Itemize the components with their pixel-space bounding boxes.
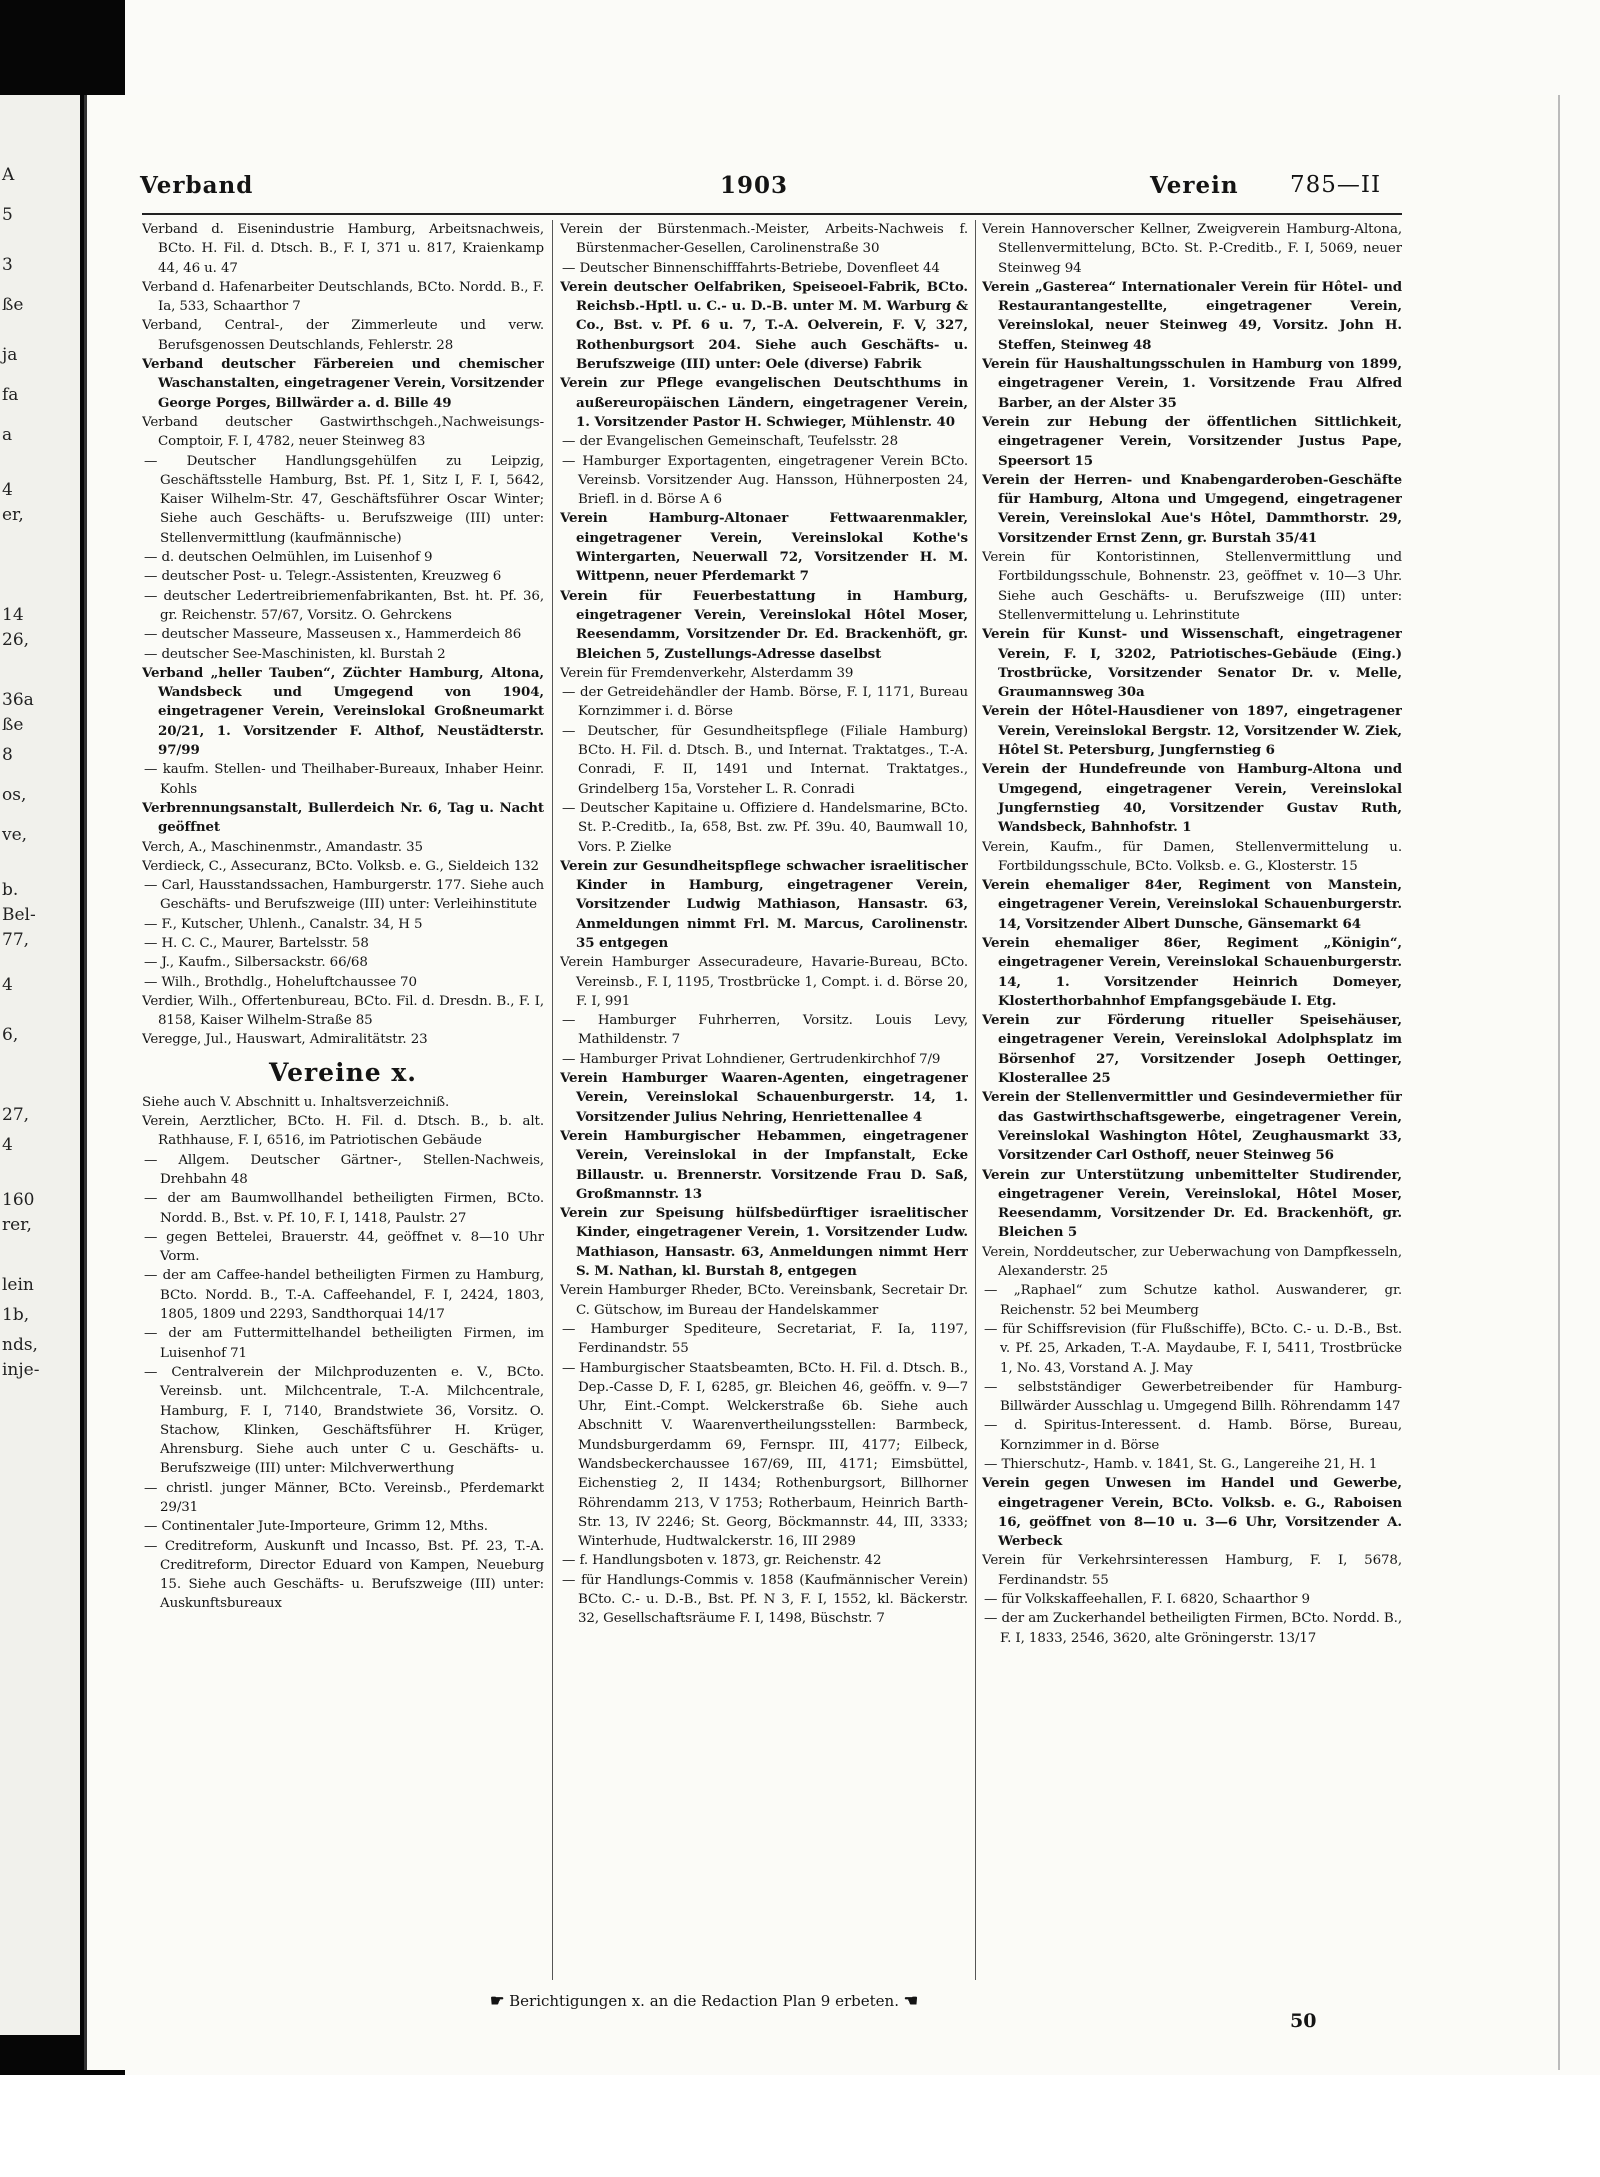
directory-entry: — deutscher Masseure, Masseusen x., Hammerdeich 86 (144, 627, 522, 643)
pointing-hand-icon: ☚ (903, 1991, 919, 2010)
directory-entry: — für Handlungs-Commis v. 1858 (Kaufmännischer Verein) BCto. C.- u. D.-B., Bst. Pf. N 3, F. I, 1552, kl. Bäckerstr. 32, Gesellschaftsräume F. I, 1498, Büschstr. 7 (562, 1572, 968, 1627)
directory-entry: Verein ehemaliger 84er, Regiment von Manstein, eingetragener Verein, Vereinslokal Schauenburgerstr. 14, Vorsitzender Albert Dunsche, Gänsemarkt 64 (982, 877, 1402, 932)
directory-entry: Verband d. Eisenindustrie Hamburg, Arbeitsnachweis, BCto. H. Fil. d. Dtsch. B., F. I, 371 u. 817, Kraienkamp 44, 46 u. 47 (142, 222, 544, 276)
margin-fragment: 36a (2, 690, 34, 710)
directory-entry: — der am Baumwollhandel betheiligten Firmen, BCto. Nordd. B., Bst. v. Pf. 10, F. I, 1418, Paulstr. 27 (144, 1191, 544, 1226)
margin-fragment: ße (2, 295, 24, 315)
column-2 (560, 220, 968, 1980)
directory-entry: Verein deutscher Oelfabriken, Speiseoel-Fabrik, BCto. Reichsb.-Hptl. u. C.- u. D.-B. unter M. M. Warburg & Co., Bst. v. Pf. 6 u. 7, T.-A. Oelverein, F. V, 327, Rothenburgsort 204. Siehe auch Geschäfts- u. Berufszweige (III) unter: Oele (diverse) Fabrik (560, 278, 968, 373)
directory-entry: Verband, Central-, der Zimmerleute und verw. Berufsgenossen Deutschlands, Fehlerstr. 28 (142, 318, 544, 353)
header-first-keyword: Verband (140, 172, 254, 199)
signature-number: 50 (1290, 2010, 1317, 2032)
directory-entry: — d. deutschen Oelmühlen, im Luisenhof 9 (144, 550, 433, 566)
directory-entry: Verein für Kontoristinnen, Stellenvermittlung und Fortbildungsschule, Bohnenstr. 23, geöffnet v. 10—3 Uhr. Siehe auch Geschäfts- u. Berufszweige (III) unter: Stellenvermittelung u. Lehrinstitute (982, 550, 1402, 623)
directory-entry: — gegen Bettelei, Brauerstr. 44, geöffnet v. 8—10 Uhr Vorm. (144, 1229, 544, 1265)
previous-page-edge (0, 95, 80, 2035)
directory-entry: — Hamburgischer Staatsbeamten, BCto. H. Fil. d. Dtsch. B., Dep.-Casse D, F. I, 6285, gr. Bleichen 46, geöffn. v. 9—7 Uhr, Eint.-Compt. Welckerstraße 6b. Siehe auch Abschnitt V. Waarenvertheilungsstellen: Barmbeck, Mundsburgerdamm 69, Fernspr. III, 4177; Eilbeck, Wandsbeckerchaussee 167/69, III, 4171; Eimsbüttel, Eichenstieg 2, II 1434; Rothenburgsort, Billhorner Röhrendamm 213, V 1753; Rotherbaum, Heinrich Barth-Str. 13, IV 2246; St. Georg, Böckmannstr. 44, III, 3333; Winterhude, Hudtwalckerstr. 16, III 2989 (562, 1360, 968, 1550)
directory-entry: — d. Spiritus-Interessent. d. Hamb. Börse, Bureau, Kornzimmer in d. Börse (984, 1418, 1402, 1453)
margin-fragment: b. (2, 880, 19, 900)
directory-entry: Verein der Stellenvermittler und Gesindevermiether für das Gastwirthschaftsgewerbe, eingetragener Verein, Vereinslokal Washington Hôtel, Zeughausmarkt 33, Vorsitzender Carl Osthoff, neuer Steinweg 56 (982, 1089, 1402, 1164)
page-left-edge (84, 95, 87, 2070)
directory-entry: — Thierschutz-, Hamb. v. 1841, St. G., Langereihe 21, H. 1 (984, 1457, 1378, 1472)
margin-fragment: lein (2, 1275, 34, 1295)
directory-entry: — Hamburger Fuhrherren, Vorsitz. Louis Levy, Mathildenstr. 7 (562, 1013, 968, 1048)
directory-entry: — Centralverein der Milchproduzenten e. V., BCto. Vereinsb. unt. Milchcentrale, T.-A. Milchcentrale, Hamburg, F. I, 7140, Brandstwiete 36, Vorsitz. O. Stachow, Klinken, Geschäftsführer H. Krüger, Ahrensburg. Siehe auch unter C u. Geschäfts- u. Berufszweige (III) unter: Milchverwerthung (144, 1364, 544, 1477)
directory-entry: — Creditreform, Auskunft und Incasso, Bst. Pf. 23, T.-A. Creditreform, Director Eduard von Kampen, Neueburg 15. Siehe auch Geschäfts- u. Berufszweige (III) unter: Auskunftsbureaux (144, 1538, 544, 1612)
margin-fragment: 4 (2, 975, 13, 995)
directory-entry: Verein zur Speisung hülfsbedürftiger israelitischer Kinder, eingetragener Verein, 1. Vorsitzender Ludw. Mathiason, Hansastr. 63, Anmeldungen nimmt Herr S. M. Nathan, kl. Burstah 8, entgegen (560, 1205, 968, 1280)
directory-entry: Verbrennungsanstalt, Bullerdeich Nr. 6, Tag u. Nacht geöffnet (142, 799, 544, 836)
directory-entry: Verein, Norddeutscher, zur Ueberwachung von Dampfkesseln, Alexanderstr. 25 (982, 1244, 1402, 1280)
column-2-entries (560, 220, 968, 1629)
margin-fragment: 4 (2, 1135, 13, 1155)
margin-fragment: nds, (2, 1335, 38, 1355)
margin-fragment: os, (2, 785, 27, 805)
margin-fragment: ße (2, 715, 24, 735)
header-rule (142, 213, 1402, 215)
directory-entry: Verein Hamburger Waaren-Agenten, eingetragener Verein, Vereinslokal Schauenburgerstr. 14, 1. Vorsitzender Julius Nehring, Henriettenallee 4 (560, 1070, 968, 1125)
directory-entry: Verein, Kaufm., für Damen, Stellenvermittelung u. Fortbildungsschule, BCto. Volksb. e. G., Klosterstr. 15 (982, 839, 1402, 874)
directory-entry: — Wilh., Brothdlg., Hoheluftchaussee 70 (144, 974, 417, 990)
directory-entry: Siehe auch V. Abschnitt u. Inhaltsverzeichniß. (142, 1094, 450, 1110)
directory-entry: Verein ehemaliger 86er, Regiment „Königin“, eingetragener Verein, Vereinslokal Schauenburgerstr. 14, 1. Vorsitzender Heinrich Domeyer, Klosterthorbahnhof Empfangsgebäude I. Etg. (982, 934, 1402, 1009)
directory-entry: — Deutscher, für Gesundheitspflege (Filiale Hamburg) BCto. H. Fil. d. Dtsch. B., und Internat. Traktatges., T.-A. Conradi, F. II, 1491 und Internat. Traktatges., Grindelberg 15a, Vorsteher L. R. Conradi (562, 723, 968, 797)
directory-entry: — für Schiffsrevision (für Flußschiffe), BCto. C.- u. D.-B., Bst. v. Pf. 25, Arkaden, T.-A. Maydaube, F. I, 5411, Trostbrücke 1, No. 43, Vorstand A. J. May (984, 1321, 1402, 1376)
directory-entry: Verein Hannoverscher Kellner, Zweigverein Hamburg-Altona, Stellenvermittelung, BCto. St. P.-Creditb., F. I, 5069, neuer Steinweg 94 (982, 222, 1402, 276)
column-rule (975, 220, 976, 1980)
margin-fragment: 1b, (2, 1305, 30, 1325)
directory-entry: Verein der Hôtel-Hausdiener von 1897, eingetragener Verein, Vereinslokal Bergstr. 12, Vorsitzender W. Ziek, Hôtel St. Petersburg, Jungfernstieg 6 (982, 703, 1402, 759)
directory-entry: — christl. junger Männer, BCto. Vereinsb., Pferdemarkt 29/31 (144, 1480, 544, 1515)
margin-fragment: rer, (2, 1215, 32, 1235)
margin-fragment: 8 (2, 745, 13, 765)
margin-fragment: 160 (2, 1190, 35, 1210)
directory-entry: — J., Kaufm., Silbersackstr. 66/68 (144, 955, 368, 971)
margin-fragment: 6, (2, 1025, 19, 1045)
margin-fragment: 77, (2, 930, 30, 950)
directory-entry: — der am Futtermittelhandel betheiligten Firmen, im Luisenhof 71 (144, 1326, 544, 1361)
directory-entry: Verein Hamburg-Altonaer Fettwaarenmakler, eingetragener Verein, Vereinslokal Kothe's Wintergarten, Neuerwall 72, Vorsitzender H. M. Wittpenn, neuer Pferdemarkt 7 (560, 510, 968, 585)
directory-entry: — Deutscher Binnenschifffahrts-Betriebe, Dovenfleet 44 (562, 260, 940, 276)
directory-entry: — Hamburger Privat Lohndiener, Gertrudenkirchhof 7/9 (562, 1051, 941, 1067)
directory-entry: — der Getreidehändler der Hamb. Börse, F. I, 1171, Bureau Kornzimmer i. d. Börse (562, 685, 968, 720)
pointing-hand-icon: ☛ (490, 1991, 505, 2010)
directory-entry: Verein „Gasterea“ Internationaler Verein für Hôtel- und Restaurantangestellte, eingetragener Verein, Vereinslokal, neuer Steinweg 49, Vorsitz. John H. Steffen, Steinweg 48 (982, 278, 1402, 353)
column-3-entries (982, 220, 1402, 1648)
directory-entry: — kaufm. Stellen- und Theilhaber-Bureaux, Inhaber Heinr. Kohls (144, 762, 544, 797)
directory-entry: Verein zur Hebung der öffentlichen Sittlichkeit, eingetragener Verein, Vorsitzender Justus Pape, Speersort 15 (982, 413, 1402, 469)
directory-entry: — der am Zuckerhandel betheiligten Firmen, BCto. Nordd. B., F. I, 1833, 2546, 3620, alte Gröningerstr. 13/17 (984, 1611, 1402, 1646)
margin-fragment: 4 (2, 480, 13, 500)
directory-entry: Verband deutscher Färbereien und chemischer Waschanstalten, eingetragener Verein, Vorsitzender George Porges, Billwärder a. d. Bille 49 (142, 356, 544, 411)
directory-entry: Verband d. Hafenarbeiter Deutschlands, BCto. Nordd. B., F. Ia, 533, Schaarthor 7 (142, 279, 544, 315)
directory-entry: Verch, A., Maschinenmstr., Amandastr. 35 (142, 839, 423, 855)
directory-entry: Verein zur Förderung ritueller Speisehäuser, eingetragener Verein, Vereinslokal Adolphsplatz im Börsenhof 27, Vorsitzender Joseph Oettinger, Klosterallee 25 (982, 1012, 1402, 1087)
directory-entry: — Deutscher Kapitaine u. Offiziere d. Handelsmarine, BCto. St. P.-Creditb., Ia, 658, Bst. zw. Pf. 39u. 40, Baumwall 10, Vors. P. Zielke (562, 800, 968, 855)
directory-entry: — H. C. C., Maurer, Bartelsstr. 58 (144, 935, 369, 951)
margin-fragment: A (2, 165, 15, 185)
directory-entry: — Deutscher Handlungsgehülfen zu Leipzig, Geschäftsstelle Hamburg, Bst. Pf. 1, Sitz I, F. I, 5642, Kaiser Wilhelm-Str. 47, Geschäftsführer Oscar Winter; Siehe auch Geschäfts- u. Berufszweige (III) unter: Stellenvermittlung (kaufmännische) (144, 453, 544, 546)
footer-note-text: Berichtigungen x. an die Redaction Plan 9 erbeten. (509, 1992, 899, 2010)
directory-entry: Verein für Verkehrsinteressen Hamburg, F. I, 5678, Ferdinandstr. 55 (982, 1553, 1402, 1588)
directory-entry: — f. Handlungsboten v. 1873, gr. Reichenstr. 42 (562, 1553, 882, 1569)
directory-entry: — der Evangelischen Gemeinschaft, Teufelsstr. 28 (562, 434, 898, 450)
directory-entry: Verband „heller Tauben“, Züchter Hamburg, Altona, Wandsbeck und Umgegend von 1904, eingetragener Verein, Vereinslokal Großneumarkt 20/21, 1. Vorsitzender F. Althof, Neustädterstr. 97/99 (142, 664, 544, 759)
margin-fragment: er, (2, 505, 24, 525)
directory-entry: Verein zur Unterstützung unbemittelter Studirender, eingetragener Verein, Vereinslokal, Hôtel Moser, Reesendamm, Vorsitzender Dr. Ed. Brackenhöft, gr. Bleichen 5 (982, 1166, 1402, 1241)
margin-fragment: ve, (2, 825, 28, 845)
column-1-vereine-entries (142, 1093, 544, 1614)
margin-fragment: 26, (2, 630, 30, 650)
directory-entry: — selbstständiger Gewerbetreibender für Hamburg-Billwärder Ausschlag u. Umgegend Billh. Röhrendamm 147 (984, 1379, 1402, 1415)
directory-entry: — Hamburger Exportagenten, eingetragener Verein BCto. Vereinsb. Vorsitzender Aug. Hansson, Hühnerposten 24, Briefl. in d. Börse A 6 (562, 453, 968, 508)
section-heading: Vereine x. (269, 1057, 417, 1087)
directory-entry: Verein Hamburgischer Hebammen, eingetragener Verein, Vereinslokal in der Impfanstalt, Ecke Billaustr. u. Brennerstr. Vorsitzende Frau D. Saß, Großmannstr. 13 (560, 1127, 968, 1202)
directory-entry: — Continentaler Jute-Importeure, Grimm 12, Mths. (144, 1519, 488, 1535)
directory-entry: — „Raphael“ zum Schutze kathol. Auswanderer, gr. Reichenstr. 52 bei Meumberg (984, 1283, 1402, 1318)
directory-entry: — deutscher Post- u. Telegr.-Assistenten, Kreuzweg 6 (144, 569, 502, 585)
directory-entry: Verein Hamburger Assecuradeure, Havarie-Bureau, BCto. Vereinsb., F. I, 1195, Trostbrücke 1, Compt. i. d. Börse 20, F. I, 991 (560, 955, 968, 1009)
scan-bottom-margin (0, 2075, 1600, 2177)
margin-fragment: ja (2, 345, 18, 365)
margin-fragment: 3 (2, 255, 13, 275)
directory-entry: Verein der Bürstenmach.-Meister, Arbeits-Nachweis f. Bürstenmacher-Gesellen, Carolinenstraße 30 (560, 222, 968, 257)
directory-entry: Verein gegen Unwesen im Handel und Gewerbe, eingetragener Verein, BCto. Volksb. e. G., Raboisen 16, geöffnet von 8—10 u. 3—6 Uhr, Vorsitzender A. Werbeck (982, 1475, 1402, 1550)
directory-entry: Verein der Hundefreunde von Hamburg-Altona und Umgegend, eingetragener Verein, Vereinslokal Jungfernstieg 40, Vorsitzender Gustav Ruth, Wandsbeck, Bahnhofstr. 1 (982, 761, 1402, 836)
directory-entry: Verdier, Wilh., Offertenbureau, BCto. Fil. d. Dresdn. B., F. I, 8158, Kaiser Wilhelm-Straße 85 (142, 993, 544, 1029)
margin-fragment: fa (2, 385, 19, 405)
margin-fragment: a (2, 425, 13, 445)
directory-entry: Verdieck, C., Assecuranz, BCto. Volksb. e. G., Sieldeich 132 (142, 858, 539, 874)
header-year: 1903 (720, 172, 789, 199)
directory-entry: — Hamburger Spediteure, Secretariat, F. Ia, 1197, Ferdinandstr. 55 (562, 1321, 968, 1357)
directory-entry: — der am Caffee-handel betheiligten Firmen zu Hamburg, BCto. Nordd. B., T.-A. Caffeehandel, F. I, 2424, 1803, 1805, 1809 und 2293, Sandthorquai 14/17 (144, 1268, 544, 1323)
margin-fragment: inje- (2, 1360, 40, 1380)
directory-entry: Veregge, Jul., Hauswart, Admiralitätstr. 23 (142, 1032, 428, 1048)
directory-entry: — F., Kutscher, Uhlenh., Canalstr. 34, H 5 (144, 916, 423, 932)
margin-fragment: Bel- (2, 905, 36, 925)
directory-entry: — Allgem. Deutscher Gärtner-, Stellen-Nachweis, Drehbahn 48 (144, 1152, 544, 1187)
column-1 (142, 220, 544, 1980)
page-right-edge (1558, 95, 1560, 2070)
directory-entry: — Carl, Hausstandssachen, Hamburgerstr. 177. Siehe auch Geschäfts- und Berufszweige (III) unter: Verleihinstitute (144, 878, 544, 913)
column-1-entries (142, 220, 544, 1050)
directory-entry: Verein zur Gesundheitspflege schwacher israelitischer Kinder in Hamburg, eingetragener Verein, Vorsitzender Ludwig Mathiason, Hansastr. 63, Anmeldungen nimmt Frl. M. Marcus, Carolinenstr. 35 entgegen (560, 857, 968, 951)
directory-entry: — deutscher Ledertreibriemenfabrikanten, Bst. ht. Pf. 36, gr. Reichenstr. 57/67, Vorsitz. O. Gehrckens (144, 588, 544, 623)
directory-entry: Verein zur Pflege evangelischen Deutschthums in außereuropäischen Ländern, eingetragener Verein, 1. Vorsitzender Pastor H. Schwieger, Mühlenstr. 40 (560, 375, 968, 430)
directory-entry: Verein für Kunst- und Wissenschaft, eingetragener Verein, F. I, 3202, Patriotisches-Gebäude (Eing.) Trostbrücke, Vorsitzender Senator Dr. v. Melle, Graumannsweg 30a (982, 626, 1402, 701)
margin-fragment: 14 (2, 605, 24, 625)
directory-entry: Verein Hamburger Rheder, BCto. Vereinsbank, Secretair Dr. C. Gütschow, im Bureau der Handelskammer (560, 1283, 968, 1318)
column-3 (982, 220, 1402, 1980)
header-page-number: 785—II (1290, 172, 1382, 198)
header-last-keyword: Verein (1150, 172, 1239, 199)
margin-fragment: 5 (2, 205, 13, 225)
directory-entry: Verein für Fremdenverkehr, Alsterdamm 39 (560, 665, 854, 681)
directory-entry: — deutscher See-Maschinisten, kl. Burstah 2 (144, 646, 446, 662)
margin-fragment: 27, (2, 1105, 30, 1125)
directory-entry: Verband deutscher Gastwirthschgeh.,Nachweisungs-Comptoir, F. I, 4782, neuer Steinweg 83 (142, 414, 544, 450)
directory-entry: Verein, Aerztlicher, BCto. H. Fil. d. Dtsch. B., b. alt. Rathhause, F. I, 6516, im Patriotischen Gebäude (142, 1114, 544, 1149)
directory-entry: — für Volkskaffeehallen, F. I. 6820, Schaarthor 9 (984, 1592, 1310, 1608)
directory-entry: Verein für Haushaltungsschulen in Hamburg von 1899, eingetragener Verein, 1. Vorsitzende Frau Alfred Barber, an der Alster 35 (982, 356, 1402, 411)
directory-entry: Verein für Feuerbestattung in Hamburg, eingetragener Verein, Vereinslokal Hôtel Moser, Reesendamm, Vorsitzender Dr. Ed. Brackenhöft, gr. Bleichen 5, Zustellungs-Adresse daselbst (560, 587, 968, 662)
directory-entry: Verein der Herren- und Knabengarderoben-Geschäfte für Hamburg, Altona und Umgegend, eingetragener Verein, Vereinslokal Aue's Hôtel, Dammthorstr. 29, Vorsitzender Ernst Zenn, gr. Burstah 35/41 (982, 471, 1402, 546)
column-rule (552, 220, 553, 1980)
footer-note (490, 1991, 1050, 2010)
running-header (140, 172, 1400, 212)
